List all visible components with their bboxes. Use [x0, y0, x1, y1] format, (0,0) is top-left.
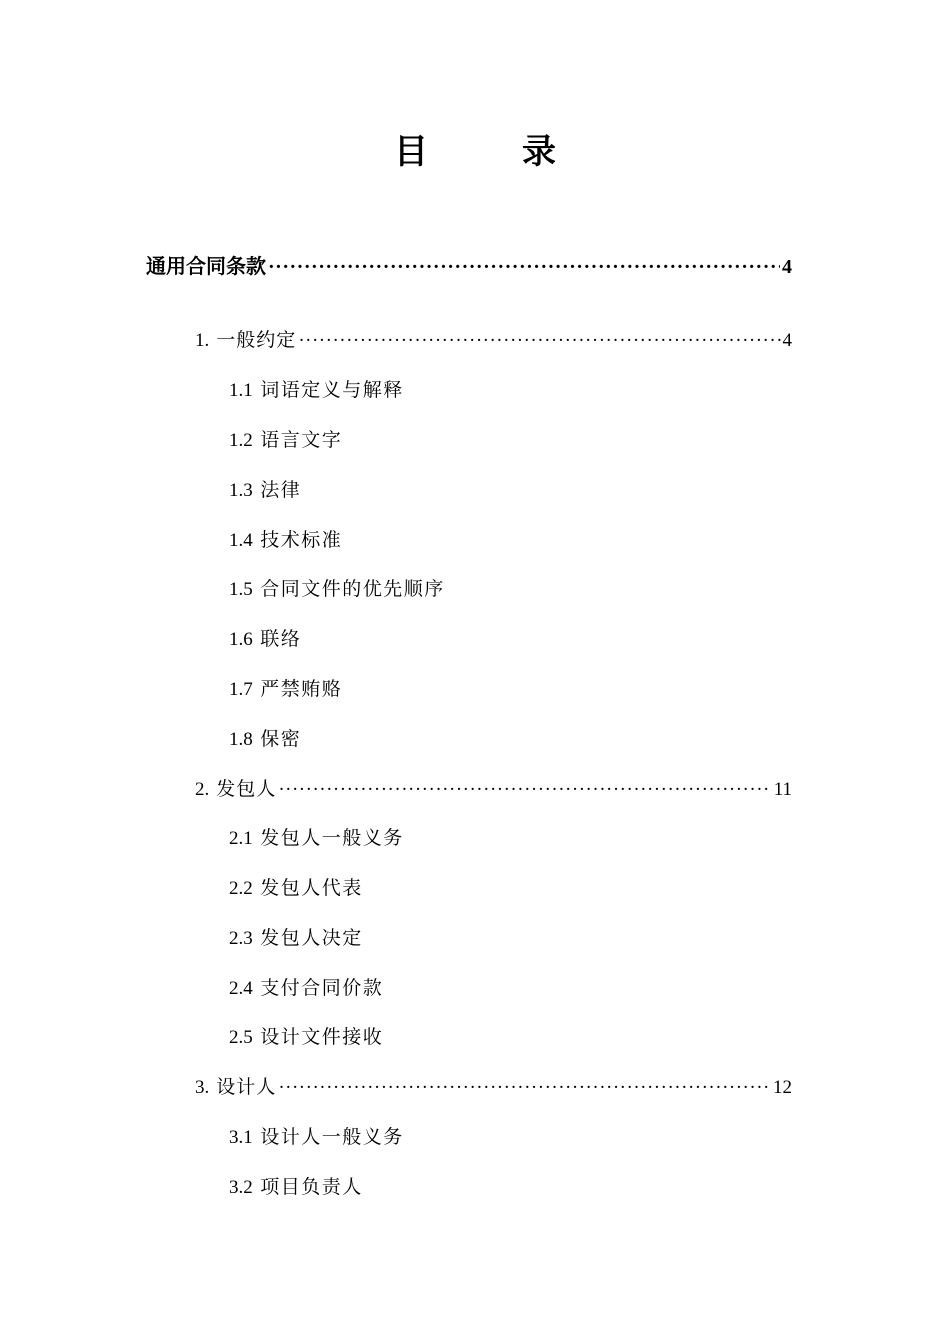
section-title: 词语定义与解释 [260, 379, 404, 401]
chapter-number: 3. [195, 1077, 210, 1098]
section-number: 2.3 [229, 928, 253, 949]
toc-chapter-label [195, 774, 276, 805]
dot-leader [298, 325, 780, 356]
section-number: 1.7 [229, 679, 253, 700]
section-title: 联络 [260, 628, 302, 650]
section-title: 设计文件接收 [260, 1026, 384, 1048]
toc-section-2-1[interactable] [229, 823, 404, 854]
chapter-number: 1. [195, 330, 210, 351]
toc-section-1-1[interactable] [229, 375, 404, 406]
section-title: 保密 [260, 728, 302, 750]
toc-chapter-label [195, 325, 296, 356]
toc-section-1-3[interactable] [229, 475, 301, 506]
section-number: 1.6 [229, 629, 253, 650]
toc-chapter-2[interactable] [195, 774, 792, 804]
section-number: 2.2 [229, 878, 253, 899]
page-title: 目 录 [394, 132, 586, 172]
toc-chapter-label [195, 1072, 276, 1103]
toc-section-2-3[interactable] [229, 923, 363, 954]
chapter-title: 发包人 [216, 778, 277, 800]
section-number: 1.8 [229, 729, 253, 750]
section-title: 发包人决定 [260, 927, 363, 949]
section-number: 1.3 [229, 480, 253, 501]
section-title: 发包人一般义务 [260, 827, 404, 849]
toc-section-1-2[interactable] [229, 425, 342, 456]
toc-section-1-6[interactable] [229, 624, 301, 655]
toc-section-1-7[interactable] [229, 674, 342, 705]
toc-page-number: 4 [782, 330, 792, 351]
toc-section-2-5[interactable] [229, 1022, 383, 1053]
section-title: 语言文字 [260, 429, 343, 451]
toc-section-2-4[interactable] [229, 973, 383, 1004]
dot-leader [278, 774, 771, 805]
section-number: 2.4 [229, 978, 253, 999]
dot-leader [278, 1072, 771, 1103]
toc-page-number: 11 [773, 779, 792, 800]
toc-section-1-4[interactable] [229, 525, 342, 556]
section-number: 3.1 [229, 1127, 253, 1148]
toc-section-1-8[interactable] [229, 724, 301, 755]
section-title: 支付合同价款 [260, 977, 384, 999]
toc-section-3-1[interactable] [229, 1122, 404, 1153]
section-number: 1.1 [229, 380, 253, 401]
section-number: 3.2 [229, 1177, 253, 1198]
chapter-title: 设计人 [216, 1076, 277, 1098]
toc-section-1-5[interactable] [229, 574, 445, 605]
toc-section-2-2[interactable] [229, 873, 363, 904]
chapter-number: 2. [195, 779, 210, 800]
toc-page-number: 12 [773, 1077, 792, 1098]
section-title: 合同文件的优先顺序 [260, 578, 445, 600]
section-number: 1.2 [229, 430, 253, 451]
section-number: 2.1 [229, 828, 253, 849]
dot-leader [268, 251, 780, 282]
toc-chapter-3[interactable] [195, 1072, 792, 1102]
section-title: 发包人代表 [260, 877, 363, 899]
toc-chapter-1[interactable] [195, 325, 792, 355]
chapter-title: 一般约定 [216, 329, 297, 351]
toc-part-label: 通用合同条款 [146, 254, 266, 278]
toc-part-general-terms[interactable] [146, 251, 792, 281]
section-number: 2.5 [229, 1027, 253, 1048]
section-title: 设计人一般义务 [260, 1126, 404, 1148]
section-title: 技术标准 [260, 529, 343, 551]
section-number: 1.4 [229, 530, 253, 551]
section-number: 1.5 [229, 579, 253, 600]
toc-section-3-2[interactable] [229, 1172, 363, 1203]
section-title: 严禁贿赂 [260, 678, 343, 700]
toc-page-number: 4 [782, 256, 792, 278]
section-title: 法律 [260, 479, 302, 501]
section-title: 项目负责人 [260, 1176, 363, 1198]
